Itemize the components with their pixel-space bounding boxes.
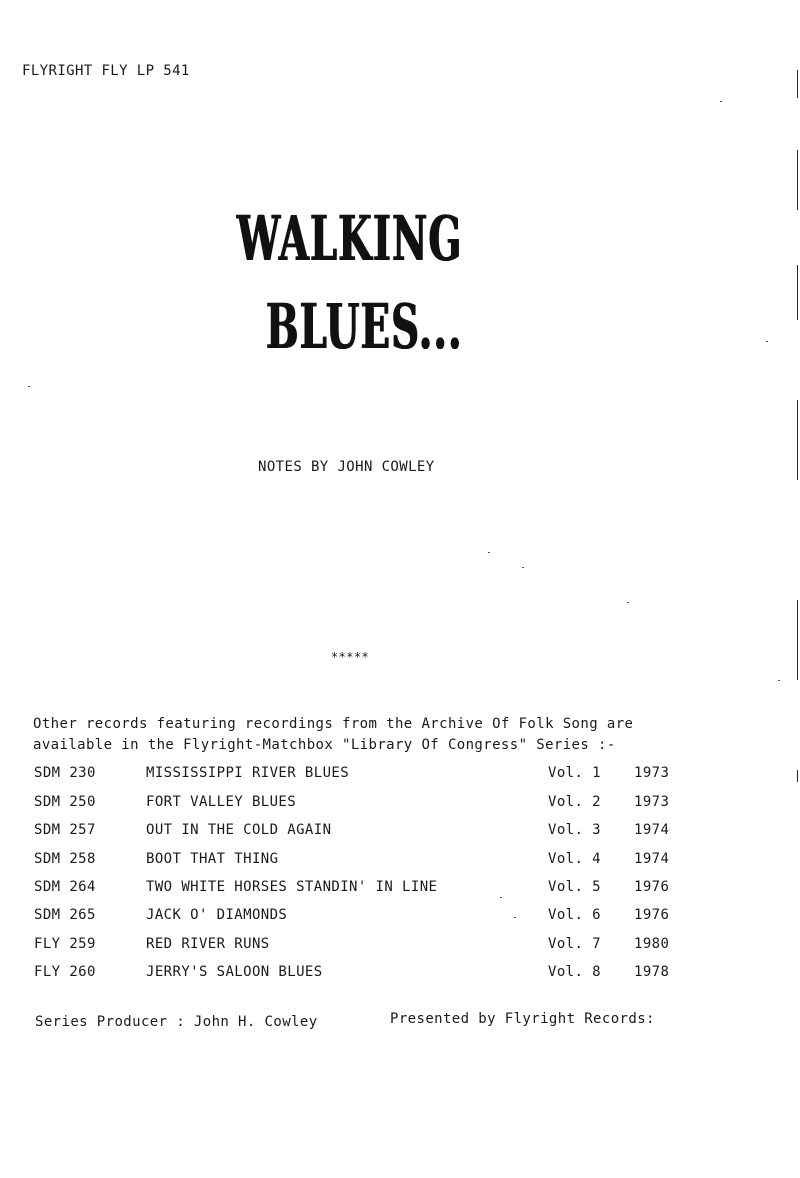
record-volume: Vol. 2	[548, 794, 601, 810]
record-volume: Vol. 4	[548, 851, 601, 867]
record-row	[0, 964, 800, 984]
record-title: JERRY'S SALOON BLUES	[146, 964, 323, 980]
scan-speck	[28, 386, 30, 387]
scan-edge-mark	[797, 600, 798, 680]
record-volume: Vol. 7	[548, 936, 601, 952]
record-code: SDM 265	[34, 907, 96, 923]
record-year: 1976	[634, 907, 670, 923]
record-volume: Vol. 6	[548, 907, 601, 923]
record-year: 1976	[634, 879, 670, 895]
record-code: FLY 260	[34, 964, 96, 980]
scan-speck	[522, 567, 524, 568]
record-title: FORT VALLEY BLUES	[146, 794, 297, 810]
record-year: 1978	[634, 964, 670, 980]
intro-line-1: Other records featuring recordings from the Archive Of Folk Song are	[33, 716, 634, 732]
presented-by: Presented by Flyright Records:	[390, 1011, 655, 1027]
record-year: 1974	[634, 851, 670, 867]
scan-speck	[720, 101, 722, 102]
scan-speck	[514, 917, 516, 918]
record-code: SDM 264	[34, 879, 96, 895]
record-title: TWO WHITE HORSES STANDIN' IN LINE	[146, 879, 438, 895]
record-row	[0, 822, 800, 842]
title-line-2: BLUES...	[266, 290, 463, 363]
record-title: MISSISSIPPI RIVER BLUES	[146, 765, 350, 781]
record-row	[0, 851, 800, 871]
record-code: SDM 258	[34, 851, 96, 867]
scan-edge-mark	[797, 70, 798, 98]
record-volume: Vol. 3	[548, 822, 601, 838]
record-code: SDM 257	[34, 822, 96, 838]
record-row	[0, 765, 800, 785]
record-title: JACK O' DIAMONDS	[146, 907, 288, 923]
record-code: SDM 230	[34, 765, 96, 781]
notes-credit: NOTES BY JOHN COWLEY	[258, 459, 435, 475]
scan-speck	[488, 552, 490, 553]
record-title: RED RIVER RUNS	[146, 936, 270, 952]
record-year: 1973	[634, 794, 670, 810]
record-year: 1980	[634, 936, 670, 952]
record-volume: Vol. 1	[548, 765, 601, 781]
scan-edge-mark	[797, 770, 798, 782]
record-volume: Vol. 5	[548, 879, 601, 895]
scan-speck	[500, 897, 502, 898]
record-code: FLY 259	[34, 936, 96, 952]
series-producer: Series Producer : John H. Cowley	[35, 1014, 318, 1030]
scan-speck	[778, 680, 780, 681]
scan-edge-mark	[797, 150, 798, 210]
record-code: SDM 250	[34, 794, 96, 810]
record-year: 1973	[634, 765, 670, 781]
record-year: 1974	[634, 822, 670, 838]
record-row	[0, 907, 800, 927]
separator: *****	[331, 650, 370, 664]
record-volume: Vol. 8	[548, 964, 601, 980]
catalog-number: FLYRIGHT FLY LP 541	[22, 63, 190, 79]
title-line-1: WALKING	[237, 202, 463, 275]
intro-line-2: available in the Flyright-Matchbox "Library Of Congress" Series :-	[33, 737, 616, 753]
record-row	[0, 879, 800, 899]
record-title: OUT IN THE COLD AGAIN	[146, 822, 332, 838]
record-row	[0, 936, 800, 956]
scan-edge-mark	[797, 400, 798, 480]
record-row	[0, 794, 800, 814]
scan-speck	[766, 341, 768, 342]
record-title: BOOT THAT THING	[146, 851, 279, 867]
scan-edge-mark	[797, 265, 798, 320]
scan-speck	[627, 602, 629, 603]
